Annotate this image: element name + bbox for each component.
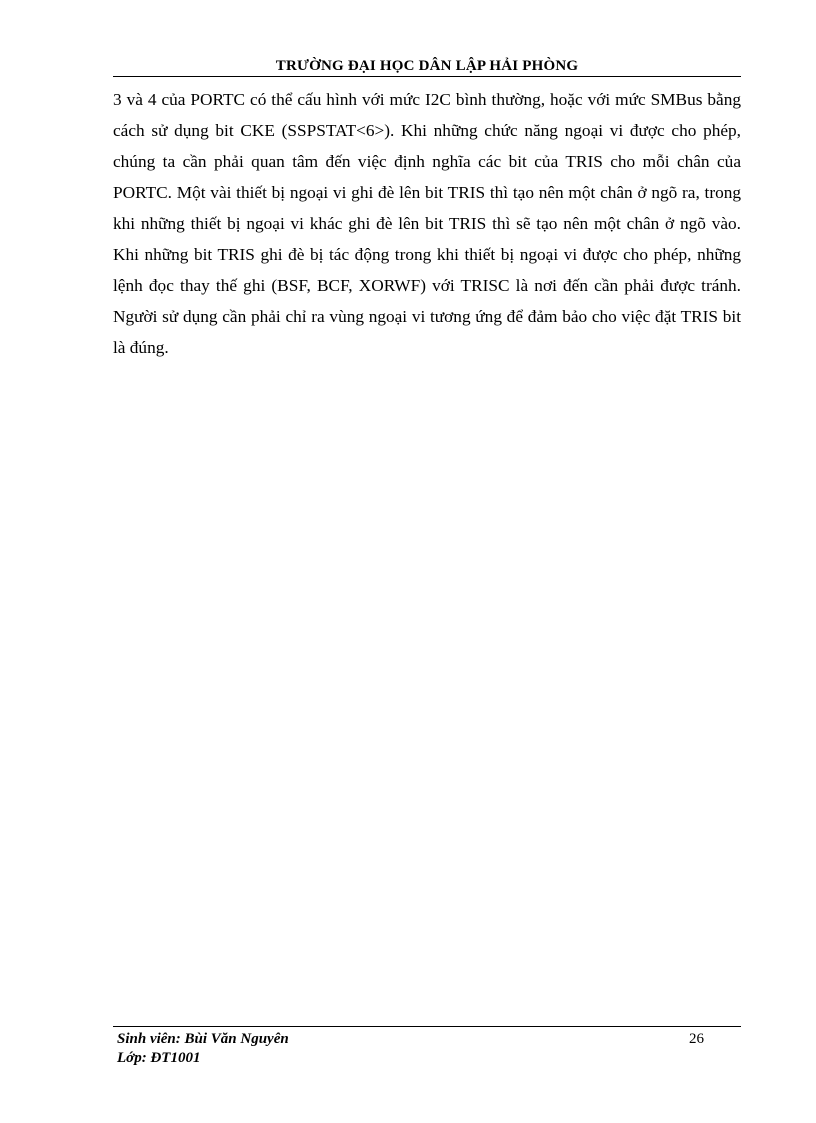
footer-student-name: Sinh viên: Bùi Văn Nguyên [117, 1031, 289, 1047]
body-paragraph: 3 và 4 của PORTC có thể cấu hình với mức I2C bình thường, hoặc với mức SMBus bằng cách sử dụng bit CKE (SSPSTAT<6>). Khi những chức năng ngoại vi được cho phép, chúng ta cần phải quan tâm đến việc định nghĩa các bit của TRIS cho mỗi chân của PORTC. Một vài thiết bị ngoại vi ghi đè lên bit TRIS thì tạo nên một chân ở ngõ ra, trong khi những thiết bị ngoại vi khác ghi đè lên bit TRIS thì sẽ tạo nên một chân ở ngõ vào. Khi những bit TRIS ghi đè bị tác động trong khi thiết bị ngoại vi được cho phép, những lệnh đọc thay thế ghi (BSF, BCF, XORWF) với TRISC là nơi đến cần phải được tránh. Người sử dụng cần phải chỉ ra vùng ngoại vi tương ứng để đảm bảo cho việc đặt TRIS bit là đúng. [113, 90, 741, 357]
page-number: 26 [689, 1031, 704, 1047]
footer-class-name: Lớp: ĐT1001 [117, 1050, 201, 1066]
page-footer [117, 1030, 737, 1068]
page-header-title: TRƯỜNG ĐẠI HỌC DÂN LẬP HẢI PHÒNG [275, 58, 579, 74]
header-divider [113, 76, 741, 77]
footer-divider [113, 1026, 741, 1027]
